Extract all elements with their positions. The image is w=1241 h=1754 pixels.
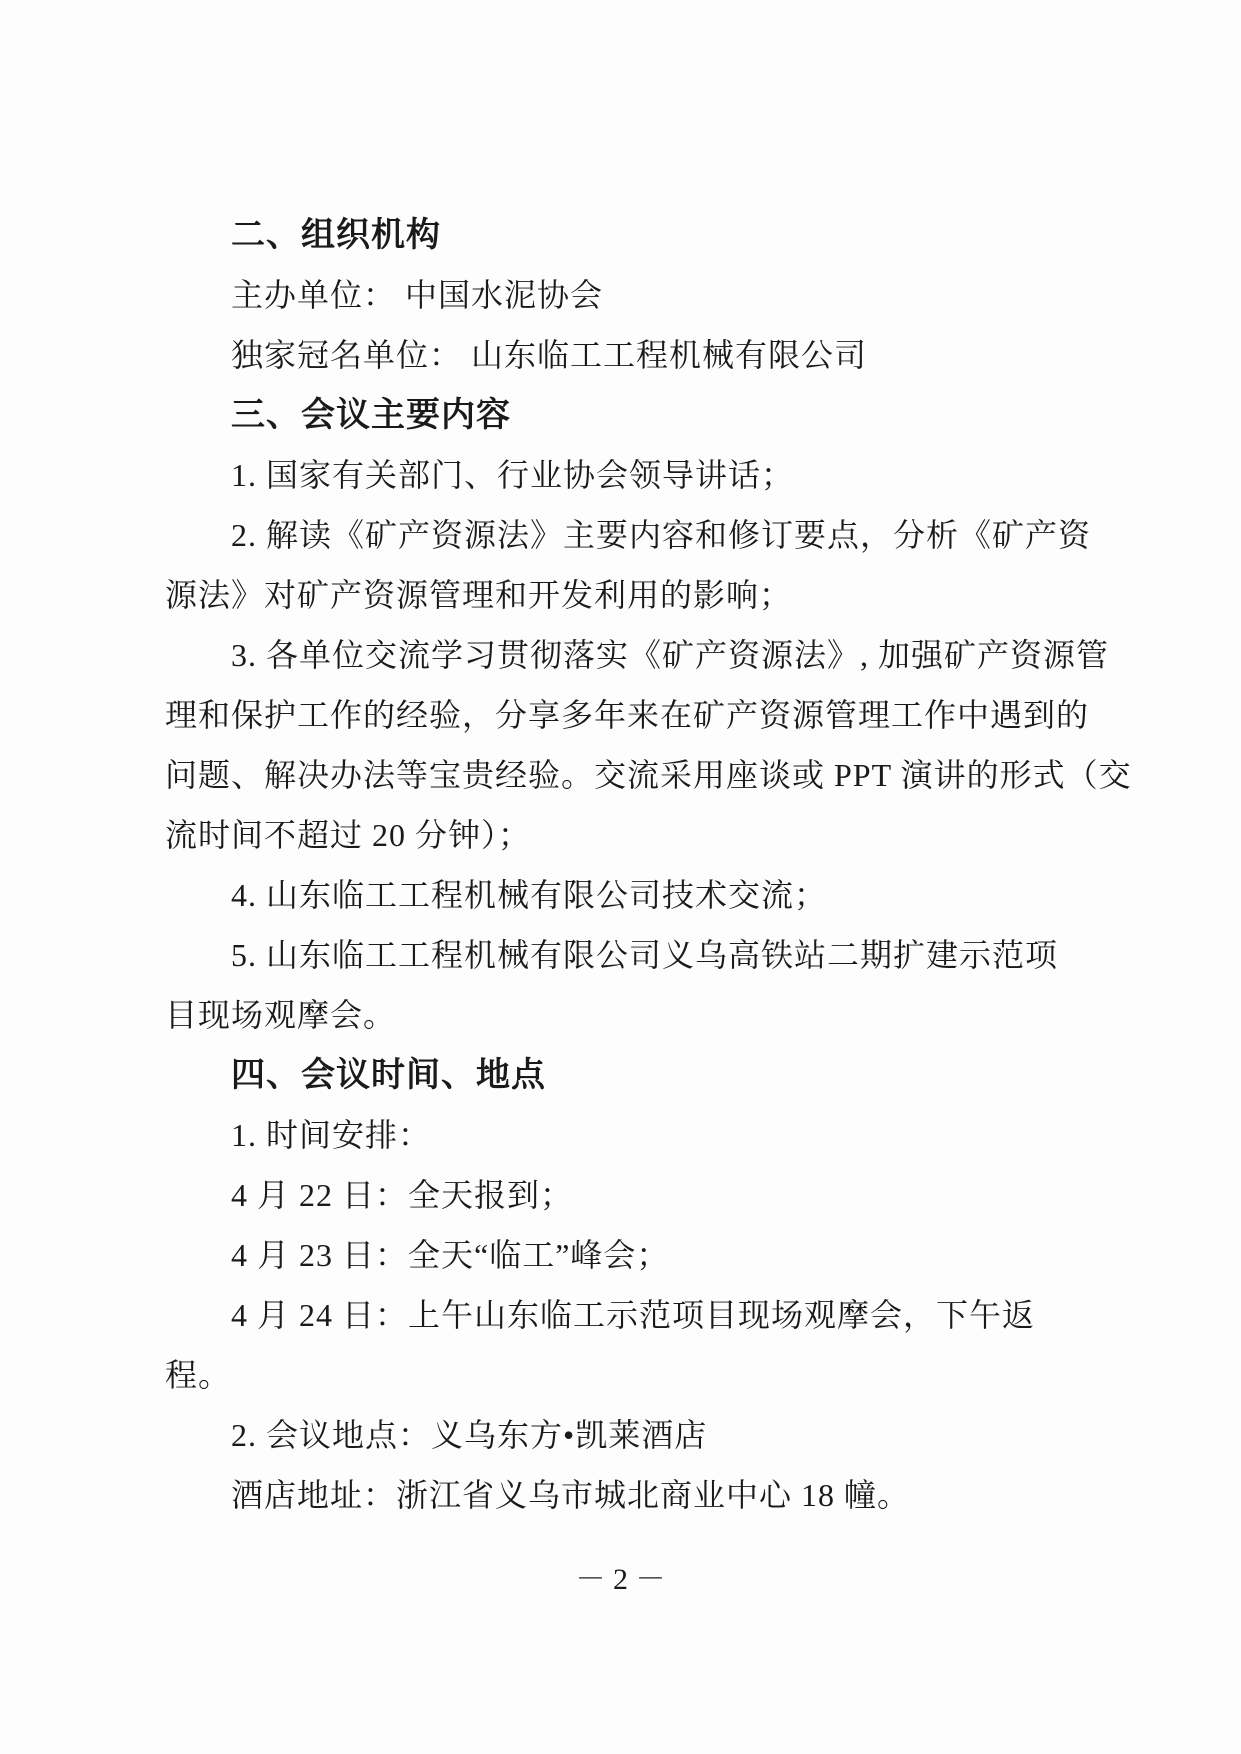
document-body [165, 205, 1132, 1525]
page-number: － 2 － [575, 1563, 666, 1596]
agenda-item-2-continuation: 源法》对矿产资源管理和开发利用的影响； [165, 577, 793, 613]
title-sponsor-line: 独家冠名单位： 山东临工工程机械有限公司 [231, 337, 868, 373]
agenda-item-2: 2. 解读《矿产资源法》主要内容和修订要点，分析《矿产资 [231, 517, 1092, 553]
agenda-item-1: 1. 国家有关部门、行业协会领导讲话； [231, 457, 795, 493]
schedule-apr-24-continuation: 程。 [165, 1357, 232, 1393]
section-heading-main-content: 三、会议主要内容 [231, 396, 511, 434]
agenda-item-5: 5. 山东临工工程机械有限公司义乌高铁站二期扩建示范项 [231, 937, 1059, 973]
agenda-item-4: 4. 山东临工工程机械有限公司技术交流； [231, 877, 828, 913]
agenda-item-3: 3. 各单位交流学习贯彻落实《矿产资源法》, 加强矿产资源管 [231, 637, 1110, 673]
section-heading-time-location: 四、会议时间、地点 [231, 1056, 546, 1094]
host-unit-line: 主办单位： 中国水泥协会 [231, 277, 604, 313]
schedule-apr-22: 4 月 22 日：全天报到； [231, 1177, 574, 1213]
schedule-apr-23: 4 月 23 日：全天“临工”峰会； [231, 1237, 670, 1273]
agenda-item-5-continuation: 目现场观摩会。 [165, 997, 397, 1033]
section-heading-organization: 二、组织机构 [231, 216, 441, 254]
schedule-heading: 1. 时间安排： [231, 1117, 432, 1153]
schedule-apr-24: 4 月 24 日：上午山东临工示范项目现场观摩会，下午返 [231, 1297, 1036, 1333]
agenda-item-3-continuation: 理和保护工作的经验，分享多年来在矿产资源管理工作中遇到的 [165, 697, 1090, 733]
agenda-item-3-continuation: 流时间不超过 20 分钟）； [165, 817, 532, 853]
hotel-address-line: 酒店地址：浙江省义乌市城北商业中心 18 幢。 [231, 1477, 911, 1513]
agenda-item-3-continuation: 问题、解决办法等宝贵经验。交流采用座谈或 PPT 演讲的形式（交 [165, 757, 1132, 793]
venue-line: 2. 会议地点：义乌东方•凯莱酒店 [231, 1417, 708, 1453]
